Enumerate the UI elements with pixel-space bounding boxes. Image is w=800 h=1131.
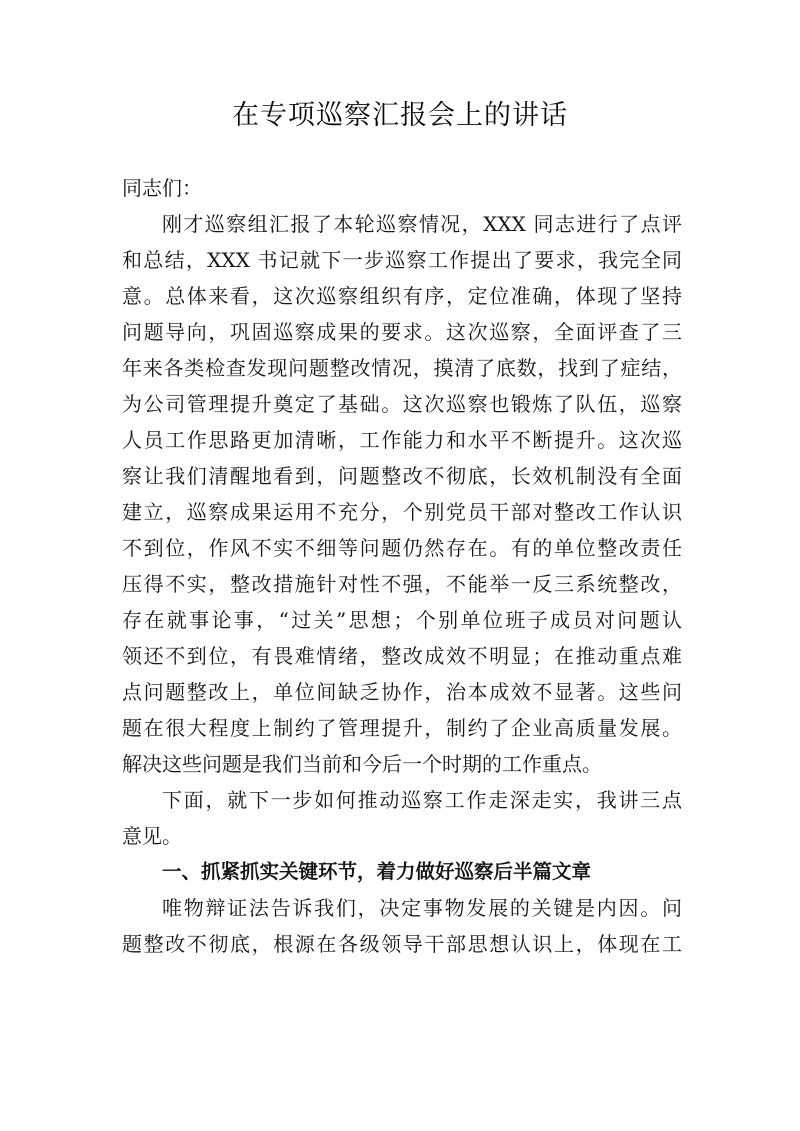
paragraph-line: 为公司管理提升奠定了基础。这次巡察也锻炼了队伍，巡察: [122, 392, 682, 416]
paragraph-line: 领还不到位，有畏难情绪，整改成效不明显；在推动重点难: [122, 644, 682, 668]
document-body: [122, 170, 682, 962]
paragraph-1: [122, 206, 682, 782]
paragraph-line: 问题导向，巩固巡察成果的要求。这次巡察，全面评查了三: [122, 320, 682, 344]
paragraph-line: 点问题整改上，单位间缺乏协作，治本成效不显著。这些问: [122, 680, 682, 704]
paragraph-line: 题在很大程度上制约了管理提升，制约了企业高质量发展。: [122, 716, 682, 740]
document-title: 在专项巡察汇报会上的讲话: [232, 100, 568, 131]
section-heading: 一、抓紧抓实关键环节，着力做好巡察后半篇文章: [162, 860, 592, 883]
paragraph-line: 察让我们清醒地看到，问题整改不彻底，长效机制没有全面: [122, 464, 682, 488]
salutation: 同志们：: [122, 176, 202, 200]
paragraph-line: 不到位，作风不实不细等问题仍然存在。有的单位整改责任: [122, 536, 682, 560]
paragraph-line: 题整改不彻底，根源在各级领导干部思想认识上，体现在工: [122, 932, 682, 956]
paragraph-line: 刚才巡察组汇报了本轮巡察情况，XXX 同志进行了点评: [162, 212, 682, 236]
paragraph-line: 存在就事论事，“过关”思想；个别单位班子成员对问题认: [122, 608, 682, 632]
paragraph-line: 意见。: [122, 824, 182, 848]
paragraph-line: 压得不实，整改措施针对性不强，不能举一反三系统整改，: [122, 572, 682, 596]
paragraph-3: [122, 890, 682, 962]
paragraph-line: 解决这些问题是我们当前和今后一个时期的工作重点。: [122, 752, 602, 776]
paragraph-line: 年来各类检查发现问题整改情况，摸清了底数，找到了症结，: [122, 356, 682, 380]
paragraph-line: 唯物辩证法告诉我们，决定事物发展的关键是内因。问: [162, 896, 682, 920]
paragraph-line: 建立，巡察成果运用不充分，个别党员干部对整改工作认识: [122, 500, 682, 524]
paragraph-2: [122, 782, 682, 854]
paragraph-line: 意。总体来看，这次巡察组织有序，定位准确，体现了坚持: [122, 284, 682, 308]
paragraph-line: 下面，就下一步如何推动巡察工作走深走实，我讲三点: [162, 788, 682, 812]
paragraph-line: 人员工作思路更加清晰，工作能力和水平不断提升。这次巡: [122, 428, 682, 452]
paragraph-line: 和总结，XXX 书记就下一步巡察工作提出了要求，我完全同: [122, 248, 682, 272]
